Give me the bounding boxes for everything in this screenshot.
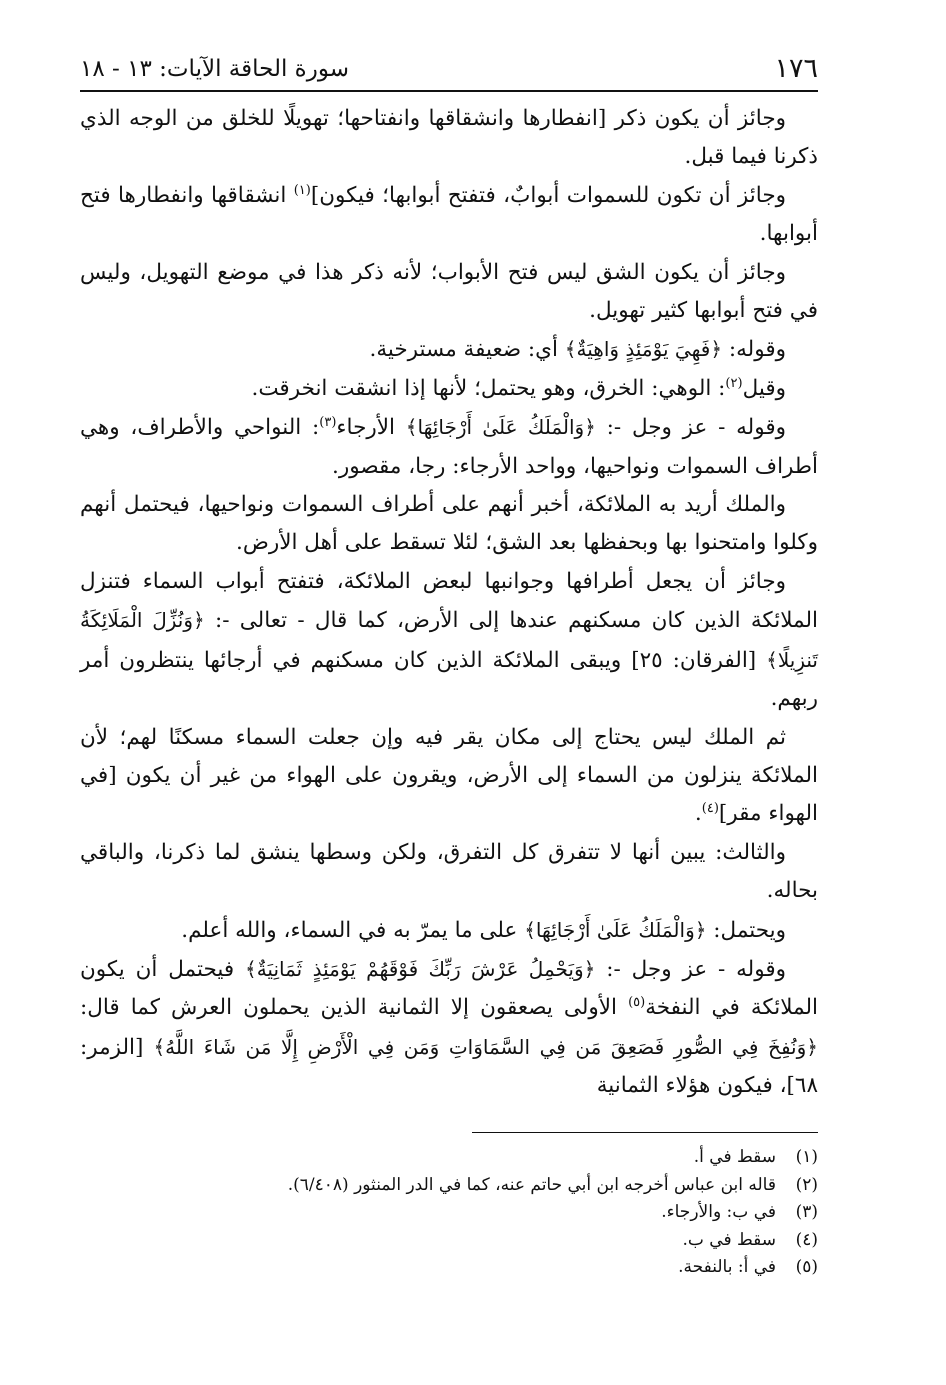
text-run: ويحتمل:	[706, 917, 786, 943]
paragraph	[80, 834, 818, 911]
page-number: ١٧٦	[774, 53, 818, 84]
book-page	[80, 52, 818, 1352]
text-run: وقوله - عز وجل -:	[595, 415, 787, 441]
text-run: على ما يمرّ به في السماء، والله أعلم.	[181, 917, 525, 943]
text-run: الأولى يصعقون إلا الثمانية الذين يحملون العرش كما قال:	[80, 995, 629, 1021]
quran-verse: ﴿فَهِيَ يَوْمَئِذٍ وَاهِيَةٌ﴾	[564, 337, 723, 362]
text-run: وقيل	[742, 375, 786, 401]
text-run: وقوله:	[722, 337, 786, 363]
text-run: وجائز أن تكون للسموات أبوابٌ، فتفتح أبوابها؛ فيكون]	[310, 182, 786, 208]
text-run: .	[694, 801, 702, 827]
text-run: وجائز أن يكون الشق ليس فتح الأبواب؛ لأنه ذكر هذا في موضع التهويل، وليس في فتح أبوابها كثير تهويل.	[80, 259, 818, 324]
footnotes	[80, 1144, 818, 1282]
footnote-separator	[472, 1132, 818, 1133]
footnote-number: (٤)	[795, 1229, 818, 1250]
text-run: : الوهي: الخرق، وهو يحتمل؛ لأنها إذا انشقت انخرقت.	[251, 375, 726, 401]
footnote-marker: (٣)	[319, 415, 337, 431]
footnote-number: (٥)	[795, 1257, 818, 1278]
paragraph	[80, 177, 818, 254]
quran-verse: ﴿وَالْمَلَكُ عَلَىٰ أَرْجَائِهَا﴾	[524, 917, 707, 942]
text-run: وجائز أن يجعل أطرافها وجوانبها لبعض الملائكة، فتفتح أبواب السماء فتنزل الملائكة الذين كان مسكنهم عندها إلى الأرض، كما قال - تعالى -:	[80, 568, 818, 634]
footnote-item	[80, 1144, 818, 1172]
text-run: [الفرقان: ٢٥] ويبقى الملائكة الذين كان مسكنهم في أرجائها ينتظرون أمر ربهم.	[80, 647, 818, 712]
quran-verse: ﴿وَالْمَلَكُ عَلَىٰ أَرْجَائِهَا﴾	[405, 415, 596, 440]
page-header	[80, 52, 818, 92]
footnote-number: (٣)	[795, 1202, 818, 1223]
running-title: سورة الحاقة الآيات: ١٣ - ١٨	[80, 56, 349, 82]
text-run: والثالث: يبين أنها لا تتفرق كل التفرق، ولكن وسطها ينشق لما ذكرنا، والباقي بحاله.	[80, 839, 818, 904]
text-run: [الزمر: ٦٨]، فيكون هؤلاء الثمانية	[80, 1034, 818, 1099]
footnote-text: قاله ابن عباس أخرجه ابن أبي حاتم عنه، كما في الدر المنثور (٦/٤٠٨).	[287, 1174, 776, 1195]
text-run: : النواحي والأطراف، وهي أطراف السموات ونواحيها، وواحد الأرجاء: رجا، مقصور.	[80, 415, 818, 479]
quran-verse: ﴿وَنُزِّلَ الْمَلَائِكَةُ تَنزِيلًا﴾	[80, 608, 818, 672]
text-run: وجائز أن يكون ذكر [انفطارها وانشقاقها وانفتاحها؛ تهويلًا للخلق من الوجه الذي ذكرنا فيما قبل.	[80, 106, 818, 170]
main-text	[80, 100, 818, 1106]
text-run: انشقاقها وانفطارها فتح أبوابها.	[80, 182, 818, 247]
footnote-marker: (٤)	[701, 801, 719, 817]
footnote-marker: (٢)	[725, 375, 743, 391]
paragraph	[80, 330, 818, 369]
paragraph	[80, 911, 818, 950]
footnote-marker: (٥)	[628, 995, 646, 1011]
text-run: فيحتمل أن يكون الملائكة في النفخة	[80, 956, 818, 1021]
footnote-item	[80, 1227, 818, 1255]
paragraph	[80, 486, 818, 563]
footnote-text: في ب: والأرجاء.	[661, 1202, 776, 1223]
footnote-item	[80, 1172, 818, 1200]
text-run: والملك أريد به الملائكة، أخبر أنهم على أطراف السموات ونواحيها، فيحتمل أنهم وكلوا وامتحنوا بها وبحفظها بعد الشق؛ لئلا تسقط على أهل الأرض.	[80, 492, 818, 556]
footnote-item	[80, 1254, 818, 1282]
quran-verse: ﴿وَيَحْمِلُ عَرْشَ رَبِّكَ فَوْقَهُمْ يَوْمَئِذٍ ثَمَانِيَةٌ﴾	[244, 956, 596, 981]
footnote-text: سقط في أ.	[693, 1147, 776, 1167]
paragraph	[80, 719, 818, 834]
text-run: أي: ضعيفة مسترخية.	[369, 337, 565, 363]
quran-verse: ﴿وَنُفِخَ فِي الصُّورِ فَصَعِقَ مَن فِي السَّمَاوَاتِ وَمَن فِي الْأَرْضِ إِلَّا مَن شَاءَ اللَّهُ﴾	[153, 1034, 818, 1059]
paragraph	[80, 100, 818, 177]
footnote-text: في أ: بالنفحة.	[678, 1257, 776, 1278]
footnote-number: (٢)	[795, 1174, 818, 1195]
text-run: ثم الملك ليس يحتاج إلى مكان يقر فيه وإن جعلت السماء مسكنًا لهم؛ لأن الملائكة ينزلون من السماء إلى الأرض، ويقرون على الهواء من غير أن يكون [في الهواء مقر]	[80, 724, 818, 827]
text-run: وقوله - عز وجل -:	[595, 956, 786, 982]
footnote-number: (١)	[795, 1147, 818, 1167]
footnote-marker: (١)	[293, 182, 311, 198]
paragraph	[80, 950, 818, 1106]
paragraph	[80, 370, 818, 408]
paragraph	[80, 254, 818, 331]
footnote-item	[80, 1199, 818, 1227]
footnote-text: سقط في ب.	[682, 1229, 776, 1250]
text-run: الأرجاء	[336, 415, 406, 441]
paragraph	[80, 563, 818, 719]
paragraph	[80, 408, 818, 486]
